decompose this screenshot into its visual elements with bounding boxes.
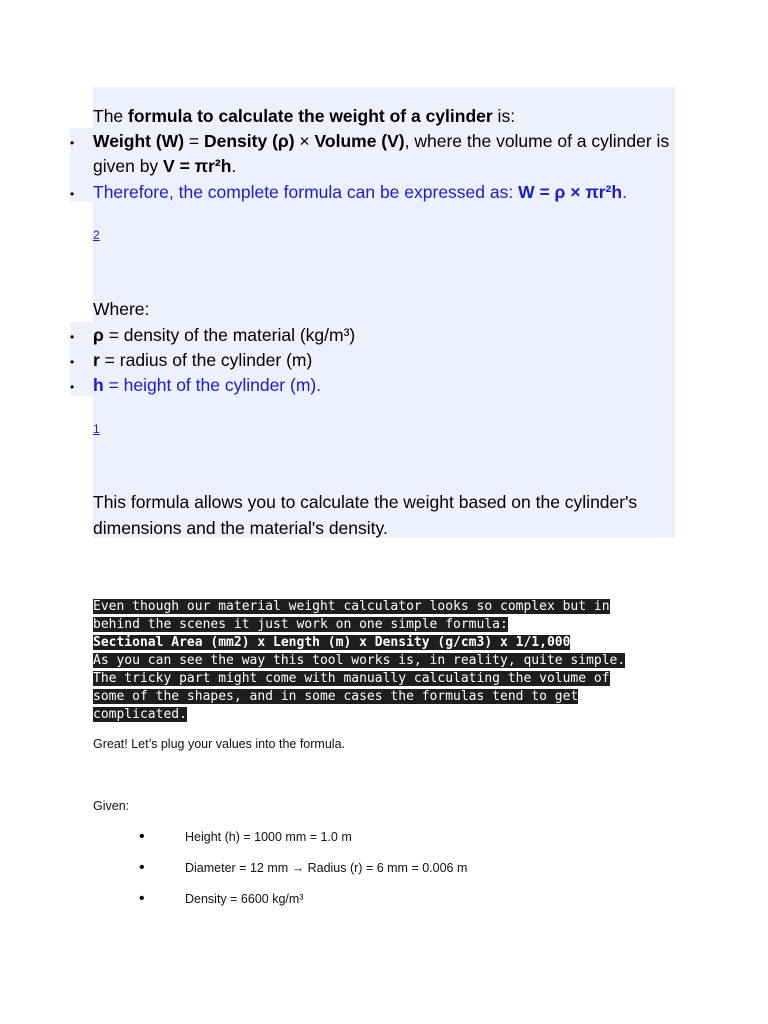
formula-bullet-weight: Weight (W) = Density (ρ) × Volume (V), where the volume of a cylinder is — [93, 131, 670, 151]
given-label: Given: — [93, 799, 130, 813]
given-item-diameter: Diameter = 12 mm → Radius (r) = 6 mm = 0.006 m — [185, 861, 468, 875]
bullet-dot: • — [70, 380, 75, 394]
where-item-height: h = height of the cylinder (m). — [93, 375, 322, 395]
formula-intro: The formula to calculate the weight of a cylinder is: — [93, 106, 516, 126]
summary-line: dimensions and the material's density. — [93, 518, 388, 538]
code-line: behind the scenes it just work on one simple formula: — [93, 617, 508, 632]
where-item-density: ρ = density of the material (kg/m³) — [93, 325, 356, 345]
formula-bullet-complete: Therefore, the complete formula can be expressed as: W = ρ × πr²h. — [93, 182, 627, 202]
code-line: complicated. — [93, 707, 187, 722]
summary-line: This formula allows you to calculate the weight based on the cylinder's — [93, 492, 638, 512]
given-item-density: Density = 6600 kg/m³ — [185, 892, 304, 906]
where-item-radius: r = radius of the cylinder (m) — [93, 350, 313, 370]
plug-intro: Great! Let’s plug your values into the formula. — [93, 737, 345, 751]
code-line: Even though our material weight calculator looks so complex but in — [93, 599, 610, 614]
bullet-dot: • — [139, 859, 145, 876]
code-formula-line: Sectional Area (mm2) x Length (m) x Density (g/cm3) x 1/1,000 — [93, 635, 571, 650]
bullet-dot: • — [70, 187, 75, 201]
bullet-dot: • — [70, 136, 75, 150]
code-line: As you can see the way this tool works is, in reality, quite simple. — [93, 653, 626, 668]
citation-link[interactable]: 1 — [93, 422, 100, 436]
code-line: some of the shapes, and in some cases the formulas tend to get — [93, 689, 579, 704]
citation-link[interactable]: 2 — [93, 228, 100, 242]
bullet-dot: • — [70, 355, 75, 369]
bullet-dot: • — [70, 330, 75, 344]
formula-bullet-weight-cont: given by V = πr²h. — [93, 156, 237, 176]
where-label: Where: — [93, 299, 150, 319]
bullet-dot: • — [139, 890, 145, 907]
bullet-dot: • — [139, 828, 145, 845]
given-item-height: Height (h) = 1000 mm = 1.0 m — [185, 830, 352, 844]
code-line: The tricky part might come with manually calculating the volume of — [93, 671, 610, 686]
